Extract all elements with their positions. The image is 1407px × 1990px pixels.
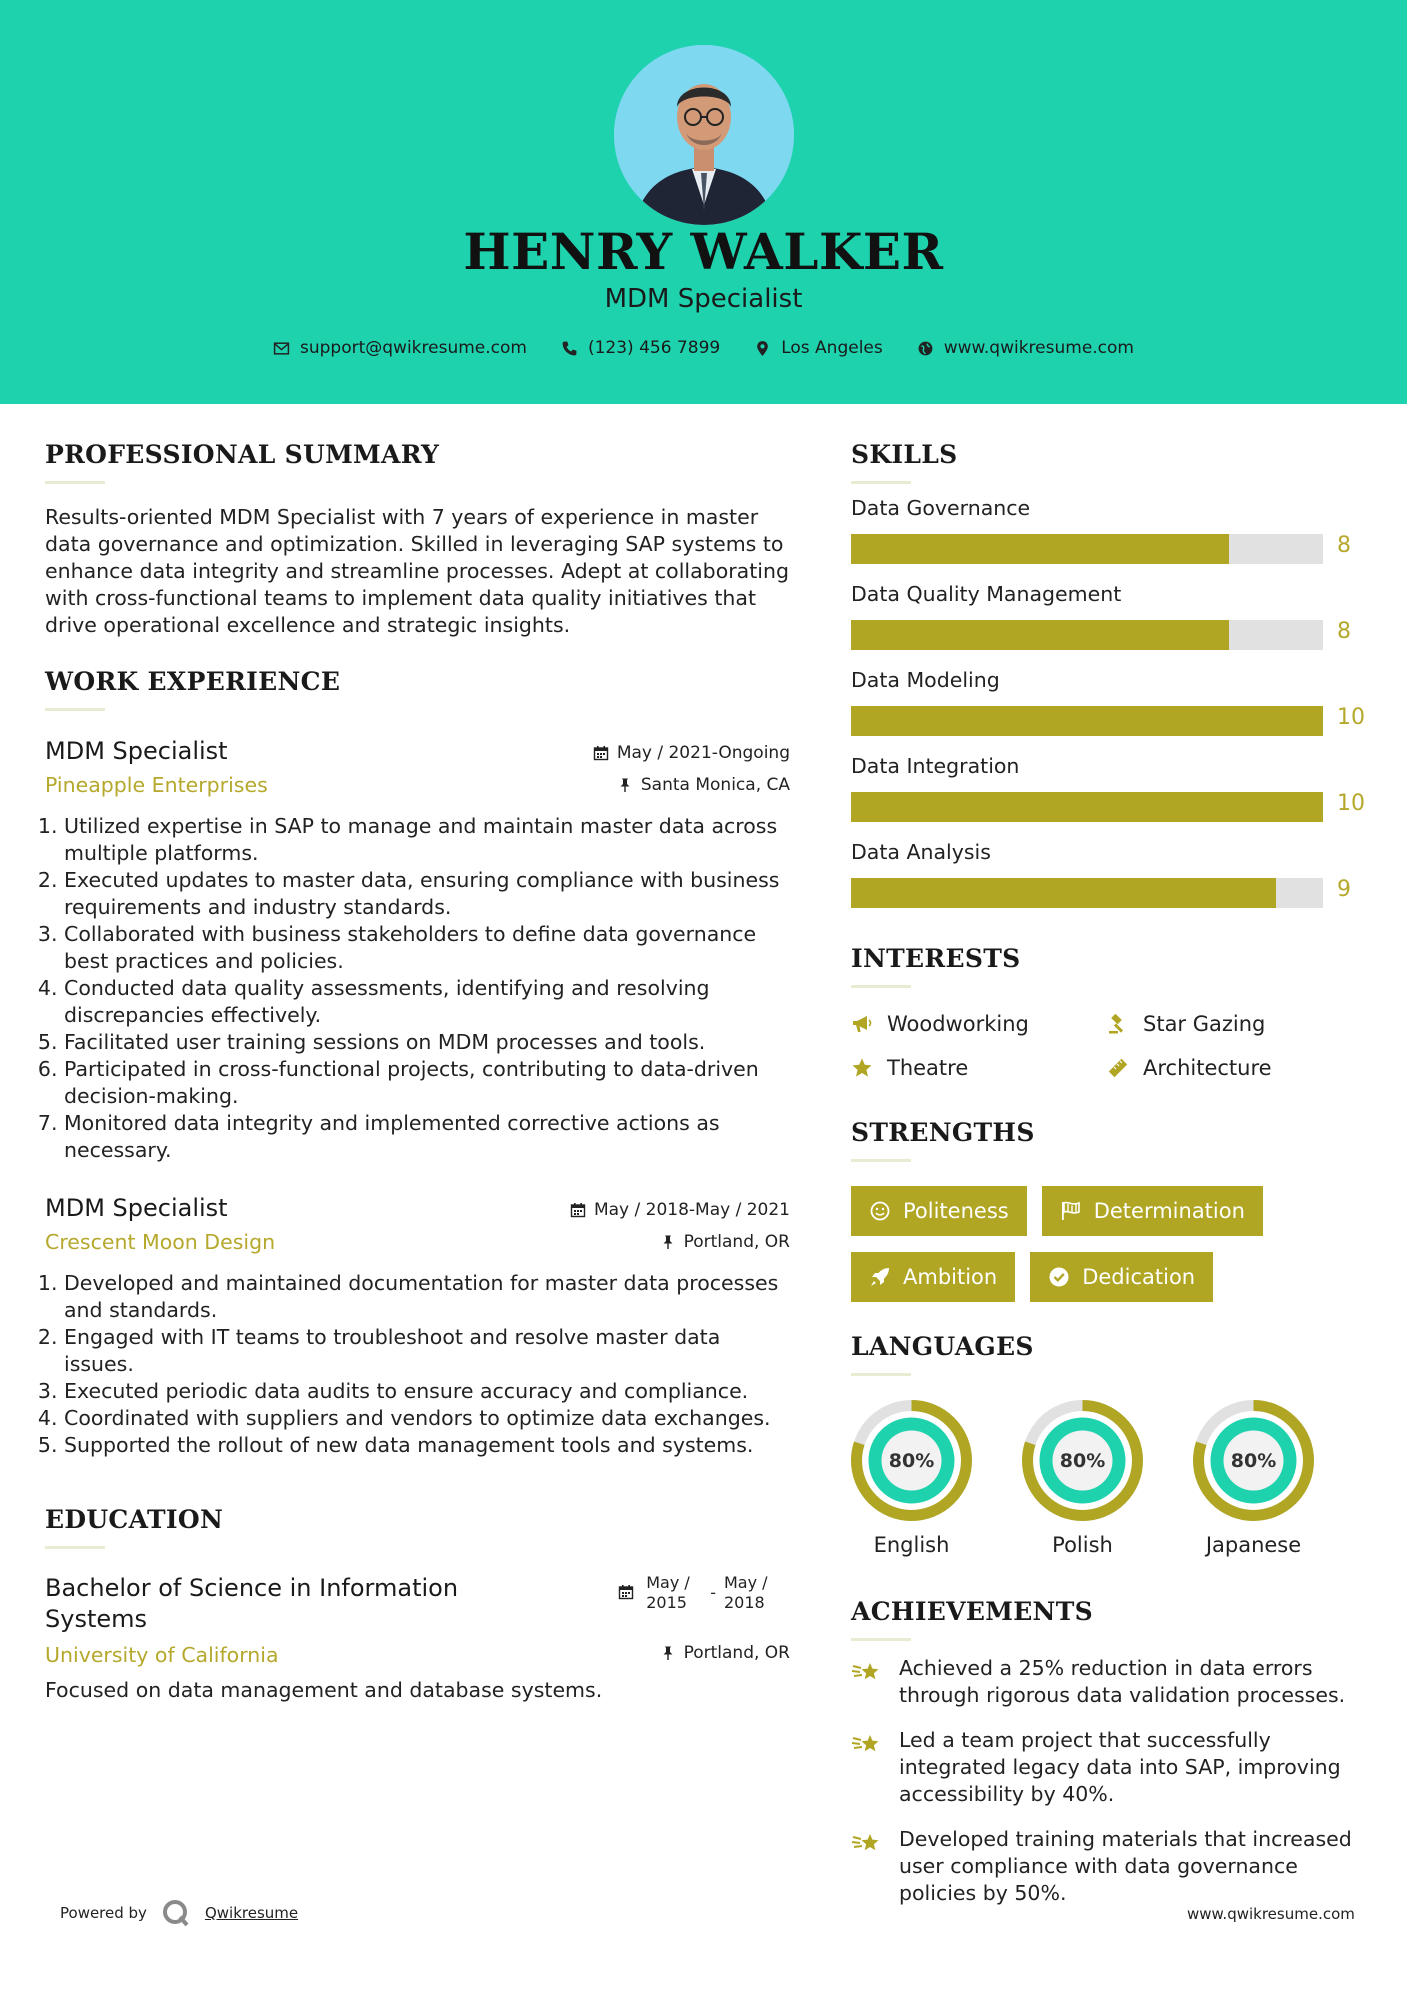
megaphone-icon (851, 1013, 873, 1035)
languages-heading: LANGUAGES (851, 1332, 1366, 1376)
skill-bar (851, 534, 1366, 564)
skill-label: Data Governance (851, 496, 1031, 520)
envelope-icon (273, 340, 290, 357)
education-location (660, 1643, 790, 1663)
interest-label: Woodworking (887, 1012, 1029, 1036)
strength-dedication (1030, 1252, 1213, 1302)
language-name: English (873, 1533, 950, 1557)
star-icon (851, 1057, 873, 1079)
map-pin-icon (754, 340, 771, 357)
job-1-duties (45, 813, 790, 1164)
job-1-date-text: May / 2021-Ongoing (616, 743, 790, 763)
skill-score: 10 (1337, 791, 1365, 816)
job-1 (45, 737, 790, 1164)
job-2-company: Crescent Moon Design (45, 1230, 276, 1254)
gavel-icon (1107, 1013, 1129, 1035)
contact-location (754, 338, 883, 358)
education-end: May / 2018 (724, 1573, 768, 1612)
left-column (45, 440, 790, 1704)
job-1-location-text: Santa Monica, CA (640, 775, 790, 795)
skill-fill (851, 620, 1229, 650)
skill-track (851, 534, 1323, 564)
achievement-text: Developed training materials that increased user compliance with data governance policies by 50%. (899, 1827, 1352, 1905)
skill-track (851, 878, 1323, 908)
strength-determination (1042, 1186, 1263, 1236)
qwikresume-logo-icon (161, 1898, 191, 1928)
duty-item: 7. Monitored data integrity and implemented corrective actions as necessary. (64, 1110, 790, 1164)
calendar-icon (570, 1202, 586, 1218)
language-polish (1022, 1400, 1143, 1557)
job-1-company: Pineapple Enterprises (45, 773, 268, 797)
language-name: Japanese (1205, 1533, 1302, 1557)
achievement-text: Achieved a 25% reduction in data errors through rigorous data validation processes. (899, 1656, 1346, 1707)
skill-bar (851, 706, 1366, 736)
profile-photo-image (614, 45, 794, 225)
calendar-icon (593, 745, 609, 761)
skill-item (851, 668, 1366, 736)
duty-item: 4. Coordinated with suppliers and vendors to optimize data exchanges. (64, 1405, 790, 1432)
ruler-icon (1107, 1057, 1129, 1079)
pushpin-icon (617, 777, 633, 793)
resume-header (0, 0, 1407, 404)
website-text: www.qwikresume.com (943, 338, 1134, 358)
skill-fill (851, 534, 1229, 564)
achievement-item (851, 1655, 1366, 1709)
job-2-date-text: May / 2018-May / 2021 (593, 1200, 790, 1220)
pushpin-icon (660, 1234, 676, 1250)
duty-item: 1. Utilized expertise in SAP to manage and maintain master data across multiple platforms. (64, 813, 790, 867)
right-column (851, 440, 1366, 1907)
rocket-icon (869, 1266, 891, 1288)
language-name: Polish (1052, 1533, 1113, 1557)
language-gauge (1193, 1400, 1314, 1521)
powered-by-label: Powered by (60, 1904, 147, 1922)
skills-list (851, 496, 1366, 908)
language-english (851, 1400, 972, 1557)
interest-theatre (851, 1056, 1107, 1080)
profile-photo (614, 45, 794, 225)
education-dash: - (710, 1583, 716, 1602)
job-2-location (660, 1232, 790, 1252)
job-2 (45, 1194, 790, 1459)
interest-label: Star Gazing (1143, 1012, 1266, 1036)
check-circle-icon (1048, 1266, 1070, 1288)
shooting-star-icon (851, 1657, 883, 1689)
contact-email[interactable] (273, 338, 527, 358)
skill-track (851, 792, 1323, 822)
strength-label: Determination (1093, 1199, 1245, 1223)
pushpin-icon (660, 1645, 676, 1661)
education-start: May / 2015 (646, 1573, 690, 1612)
achievements-list (851, 1655, 1366, 1907)
duty-item: 5. Supported the rollout of new data management tools and systems. (64, 1432, 790, 1459)
flag-icon (1060, 1200, 1082, 1222)
skill-score: 10 (1337, 705, 1365, 730)
skill-score: 8 (1337, 619, 1351, 644)
job-2-location-text: Portland, OR (683, 1232, 790, 1252)
email-text: support@qwikresume.com (300, 338, 527, 358)
gauge-label: 80% (1059, 1450, 1106, 1472)
skill-item (851, 582, 1366, 650)
job-2-title: MDM Specialist (45, 1194, 228, 1222)
skill-fill (851, 706, 1323, 736)
education-degree: Bachelor of Science in Information Systems (45, 1574, 459, 1633)
duty-item: 1. Developed and maintained documentation for master data processes and standards. (64, 1270, 790, 1324)
strength-label: Ambition (903, 1265, 998, 1289)
strengths-heading: STRENGTHS (851, 1118, 1366, 1162)
shooting-star-icon (851, 1828, 883, 1860)
summary-text: Results-oriented MDM Specialist with 7 years of experience in master data governance and optimization. Skilled in leveraging SAP systems to enhance data integrity and streamline processes. Adept at collaborating with cross-functional teams to implement data quality initiatives that drive operational excellence and strategic insights. (45, 505, 789, 637)
candidate-name: HENRY WALKER (463, 222, 944, 281)
globe-icon (917, 340, 934, 357)
strength-label: Politeness (903, 1199, 1009, 1223)
language-gauge (1022, 1400, 1143, 1521)
contact-website[interactable] (917, 338, 1134, 358)
skill-label: Data Modeling (851, 668, 1000, 692)
skill-score: 8 (1337, 533, 1351, 558)
skill-label: Data Integration (851, 754, 1020, 778)
skill-bar (851, 792, 1366, 822)
interest-label: Theatre (887, 1056, 969, 1080)
duty-item: 4. Conducted data quality assessments, identifying and resolving discrepancies effectively. (64, 975, 790, 1029)
interest-woodworking (851, 1012, 1107, 1036)
skill-fill (851, 792, 1323, 822)
duty-item: 6. Participated in cross-functional projects, contributing to data-driven decision-making. (64, 1056, 790, 1110)
phone-text: (123) 456 7899 (587, 338, 721, 358)
achievement-item (851, 1727, 1366, 1808)
education-heading: EDUCATION (45, 1505, 790, 1549)
interests-heading: INTERESTS (851, 944, 1366, 988)
skills-heading: SKILLS (851, 440, 1366, 484)
duty-item: 2. Engaged with IT teams to troubleshoot and resolve master data issues. (64, 1324, 790, 1378)
education-school: University of California (45, 1643, 279, 1667)
contact-bar (0, 338, 1407, 358)
education-entry (45, 1573, 790, 1704)
skill-label: Data Analysis (851, 840, 991, 864)
languages-list (851, 1400, 1366, 1557)
job-1-title: MDM Specialist (45, 737, 228, 765)
calendar-icon (618, 1584, 634, 1600)
experience-heading: WORK EXPERIENCE (45, 667, 790, 711)
achievements-heading: ACHIEVEMENTS (851, 1597, 1366, 1641)
skill-score: 9 (1337, 877, 1351, 902)
language-gauge (851, 1400, 972, 1521)
skill-item (851, 496, 1366, 564)
education-note: Focused on data management and database systems. (45, 1678, 603, 1702)
skill-track (851, 620, 1323, 650)
skill-fill (851, 878, 1276, 908)
footer-powered-by (60, 1898, 298, 1928)
job-2-date (570, 1200, 790, 1220)
skill-bar (851, 620, 1366, 650)
duty-item: 5. Facilitated user training sessions on MDM processes and tools. (64, 1029, 790, 1056)
skill-label: Data Quality Management (851, 582, 1122, 606)
job-1-date (593, 743, 790, 763)
achievement-text: Led a team project that successfully integrated legacy data into SAP, improving accessibility by 40%. (899, 1728, 1341, 1806)
phone-icon (561, 340, 578, 357)
contact-phone[interactable] (561, 338, 720, 358)
skill-track (851, 706, 1323, 736)
strengths-list (851, 1186, 1366, 1302)
strength-politeness (851, 1186, 1027, 1236)
achievement-item (851, 1826, 1366, 1907)
skill-item (851, 754, 1366, 822)
qwikresume-link[interactable]: Qwikresume (204, 1904, 299, 1922)
summary-heading: PROFESSIONAL SUMMARY (45, 440, 790, 484)
strength-ambition (851, 1252, 1015, 1302)
skill-item (851, 840, 1366, 908)
interests-list (851, 1012, 1366, 1080)
smile-icon (869, 1200, 891, 1222)
gauge-label: 80% (1230, 1450, 1277, 1472)
language-japanese (1193, 1400, 1314, 1557)
footer-website[interactable]: www.qwikresume.com (1187, 1905, 1355, 1923)
interest-architecture (1107, 1056, 1363, 1080)
gauge-label: 80% (888, 1450, 935, 1472)
interest-star-gazing (1107, 1012, 1363, 1036)
strength-label: Dedication (1082, 1265, 1196, 1289)
duty-item: 3. Collaborated with business stakeholders to define data governance best practices and policies. (64, 921, 790, 975)
job-1-location (617, 775, 790, 795)
interest-label: Architecture (1143, 1056, 1272, 1080)
candidate-role: MDM Specialist (604, 284, 803, 314)
skill-bar (851, 878, 1366, 908)
duty-item: 3. Executed periodic data audits to ensure accuracy and compliance. (64, 1378, 790, 1405)
job-2-duties (45, 1270, 790, 1459)
education-location-text: Portland, OR (683, 1643, 790, 1663)
education-dates (618, 1573, 790, 1613)
shooting-star-icon (851, 1729, 883, 1761)
duty-item: 2. Executed updates to master data, ensuring compliance with business requirements and industry standards. (64, 867, 790, 921)
location-text: Los Angeles (781, 338, 883, 358)
